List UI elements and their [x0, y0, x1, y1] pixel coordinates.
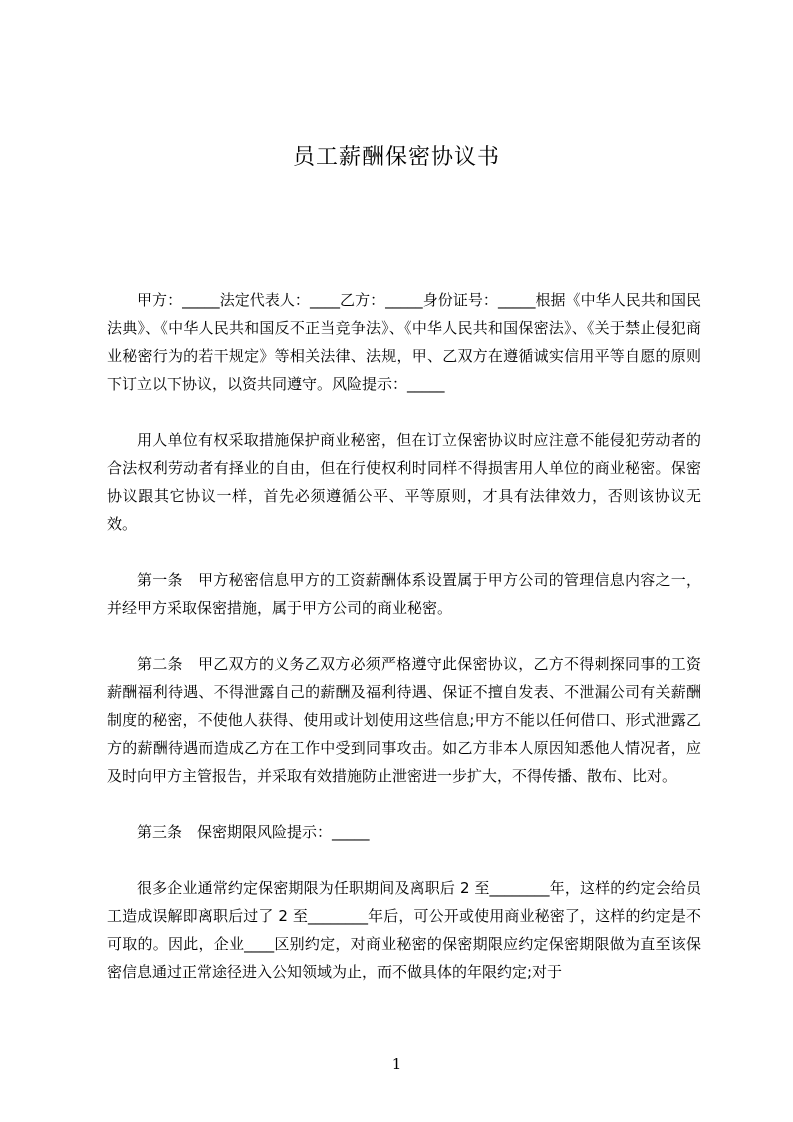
paragraph-article-2: 第二条 甲乙双方的义务乙双方必须严格遵守此保密协议，乙方不得刺探同事的工资薪酬福利待遇、不得泄露自己的薪酬及福利待遇、保证不擅自发表、不泄漏公司有关薪酬制度的秘密，不使他人获得、使用或计划使用这些信息;甲方不能以任何借口、形式泄露乙方的薪酬待遇而造成乙方在工作中受到同事攻击。如乙方非本人原因知悉他人情况者，应及时向甲方主管报告，并采取有效措施防止泄密进一步扩大，不得传播、散布、比对。	[107, 655, 701, 785]
paragraph-risk-note: 用人单位有权采取措施保护商业秘密，但在订立保密协议时应注意不能侵犯劳动者的合法权利劳动者有择业的自由，但在行使权利时同样不得损害用人单位的商业秘密。保密协议跟其它协议一样，首先必须遵循公平、平等原则，才具有法律效力，否则该协议无效。	[107, 431, 701, 533]
paragraph-article-1: 第一条 甲方秘密信息甲方的工资薪酬体系设置属于甲方公司的管理信息内容之一，并经甲方采取保密措施，属于甲方公司的商业秘密。	[107, 571, 701, 617]
paragraph-article-3: 第三条 保密期限风险提示：_____	[137, 823, 370, 841]
page-number: 1	[391, 1055, 402, 1073]
document-title: 员工薪酬保密协议书	[292, 145, 500, 170]
paragraph-parties: 甲方：_____法定代表人：____乙方：_____身份证号：_____根据《中华人民共和国民法典》、《中华人民共和国反不正当竞争法》、《中华人民共和国保密法》、《关于禁止侵犯商业秘密行为的若干规定》等相关法律、法规，甲、乙双方在遵循诚实信用平等自愿的原则下订立以下协议，以资共同遵守。风险提示：_____	[107, 291, 701, 393]
paragraph-confidentiality-period: 很多企业通常约定保密期限为任职期间及离职后 2 至________年，这样的约定会给员工造成误解即离职后过了 2 至________年后，可公开或使用商业秘密了，这样的约定是不可取的。因此，企业____区别约定，对商业秘密的保密期限应约定保密期限做为直至该保密信息通过正常途径进入公知领域为止，而不做具体的年限约定;对于	[107, 879, 701, 981]
document-body	[107, 286, 701, 986]
